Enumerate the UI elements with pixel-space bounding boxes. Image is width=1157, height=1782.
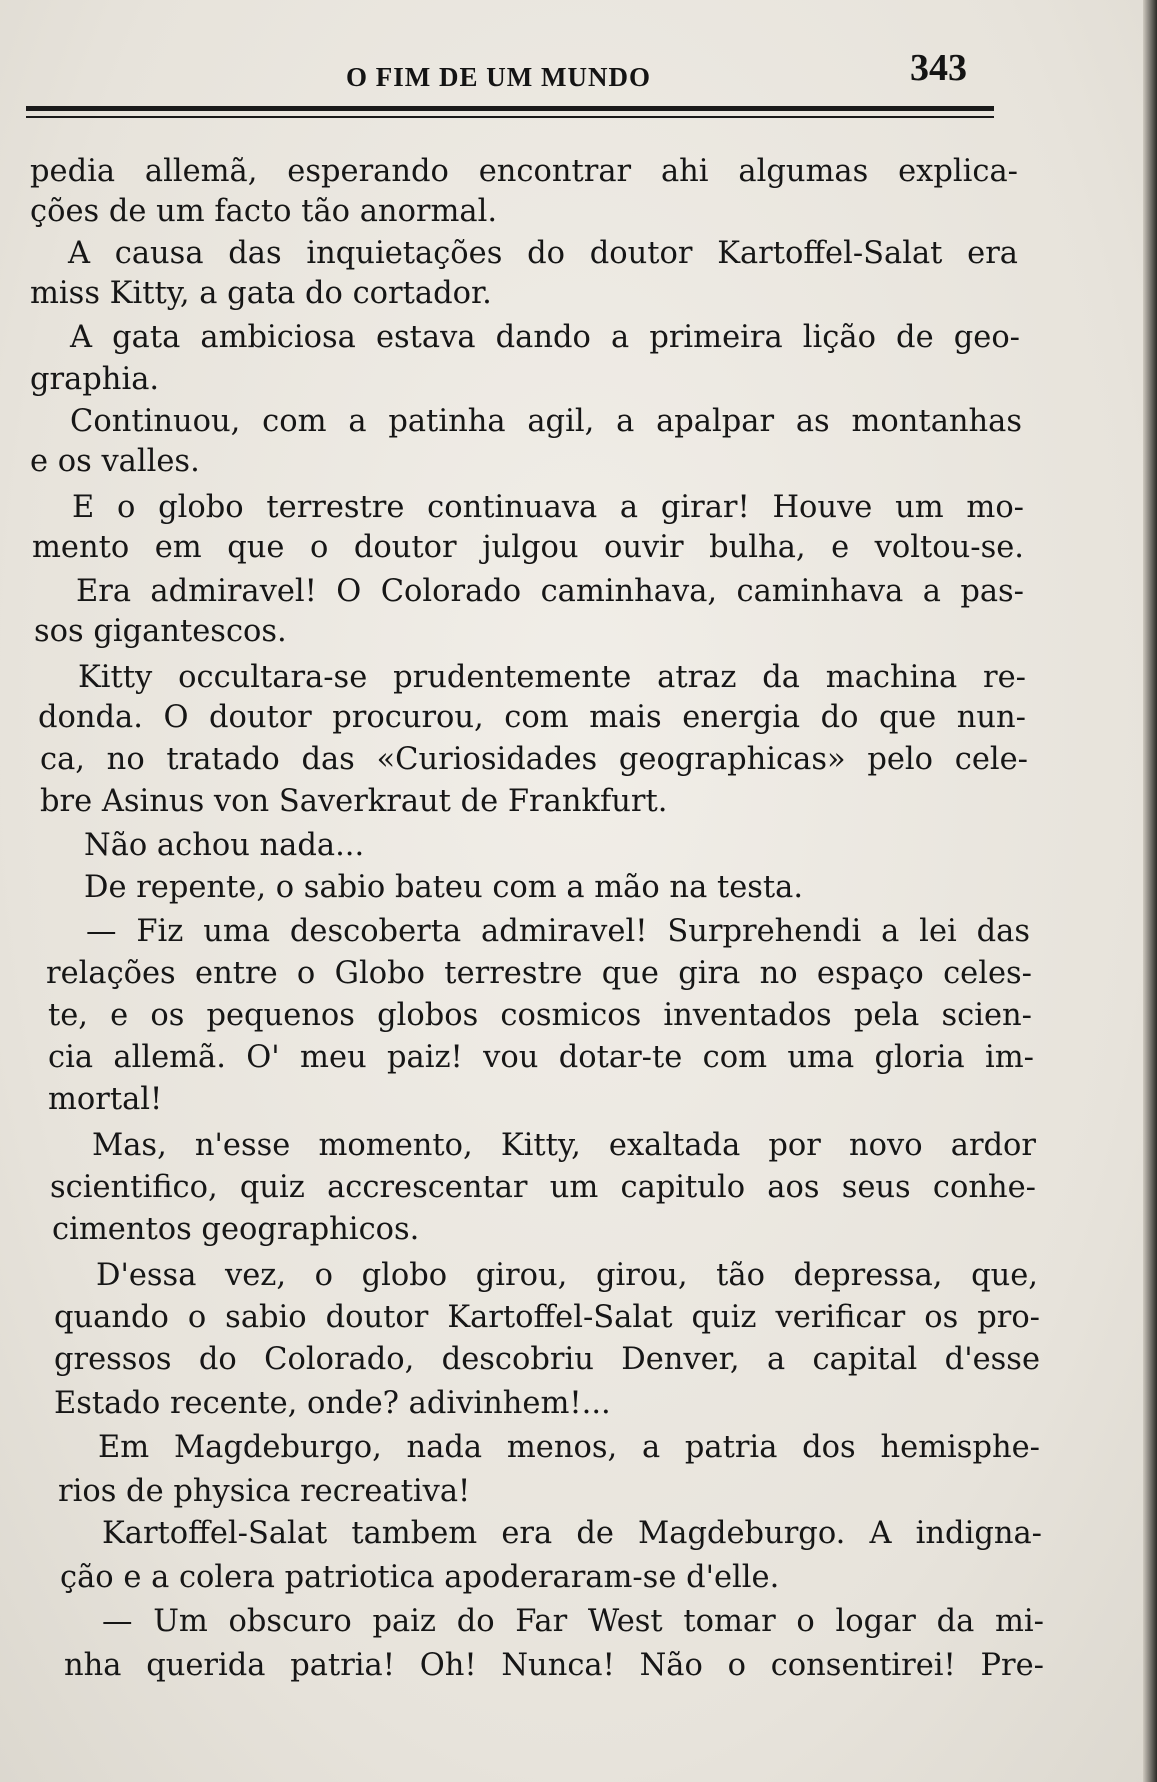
text-line: Estado recente, onde? adivinhem!... [54, 1386, 611, 1421]
text-line: — Fiz uma descoberta admiravel! Surprehendi a lei das [86, 914, 1030, 949]
text-line: Continuou, com a patinha agil, a apalpar as montanhas [70, 404, 1022, 439]
text-line: mortal! [48, 1082, 163, 1117]
text-line: A gata ambiciosa estava dando a primeira lição de geo- [70, 320, 1020, 355]
text-line: Kitty occultara-se prudentemente atraz da machina re- [78, 660, 1026, 695]
text-line: donda. O doutor procurou, com mais energia do que nun- [38, 700, 1026, 735]
text-line: Kartoffel-Salat tambem era de Magdeburgo. A indigna- [102, 1516, 1042, 1551]
text-line: De repente, o sabio bateu com a mão na testa. [84, 870, 804, 905]
page-edge-shadow [1143, 0, 1157, 1782]
text-line: Em Magdeburgo, nada menos, a patria dos hemisphe- [98, 1430, 1040, 1465]
text-line: scientifico, quiz accrescentar um capitulo aos seus conhe- [50, 1170, 1036, 1205]
text-line: D'essa vez, o globo girou, girou, tão depressa, que, [96, 1258, 1038, 1293]
text-line: — Um obscuro paiz do Far West tomar o logar da mi- [102, 1604, 1044, 1639]
page-number: 343 [910, 47, 967, 89]
text-line: relações entre o Globo terrestre que gira no espaço celes- [46, 956, 1032, 991]
header-rule-thick [26, 106, 994, 111]
text-line: cia allemã. O' meu paiz! vou dotar-te com uma gloria im- [48, 1040, 1034, 1075]
text-line: mento em que o doutor julgou ouvir bulha, e voltou-se. [32, 530, 1024, 565]
text-line: e os valles. [30, 444, 200, 479]
text-line: pedia allemã, esperando encontrar ahi algumas explica- [30, 154, 1018, 189]
text-line: ções de um facto tão anormal. [30, 194, 498, 229]
page-header [30, 46, 1030, 106]
text-line: graphia. [30, 362, 160, 397]
text-line: gressos do Colorado, descobriu Denver, a capital d'esse [54, 1342, 1040, 1377]
text-line: Era admiravel! O Colorado caminhava, caminhava a pas- [76, 574, 1024, 609]
text-line: nha querida patria! Oh! Nunca! Não o consentirei! Pre- [64, 1648, 1044, 1683]
text-line: rios de physica recreativa! [58, 1474, 471, 1509]
text-line: Mas, n'esse momento, Kitty, exaltada por novo ardor [92, 1128, 1036, 1163]
text-line: Não achou nada... [84, 828, 365, 863]
header-rule-thin [26, 116, 994, 118]
text-line: A causa das inquietações do doutor Kartoffel-Salat era [68, 236, 1018, 271]
text-line: bre Asinus von Saverkraut de Frankfurt. [40, 784, 668, 819]
text-line: ção e a colera patriotica apoderaram-se d'elle. [60, 1560, 780, 1595]
text-line: ca, no tratado das «Curiosidades geographicas» pelo cele- [40, 742, 1028, 777]
running-title: O FIM DE UM MUNDO [346, 62, 651, 92]
text-line: sos gigantescos. [34, 614, 287, 649]
text-line: cimentos geographicos. [52, 1212, 420, 1247]
text-line: te, e os pequenos globos cosmicos inventados pela scien- [48, 998, 1032, 1033]
text-line: E o globo terrestre continuava a girar! Houve um mo- [72, 490, 1024, 525]
text-line: miss Kitty, a gata do cortador. [30, 276, 492, 311]
text-line: quando o sabio doutor Kartoffel-Salat quiz verificar os pro- [54, 1300, 1040, 1335]
